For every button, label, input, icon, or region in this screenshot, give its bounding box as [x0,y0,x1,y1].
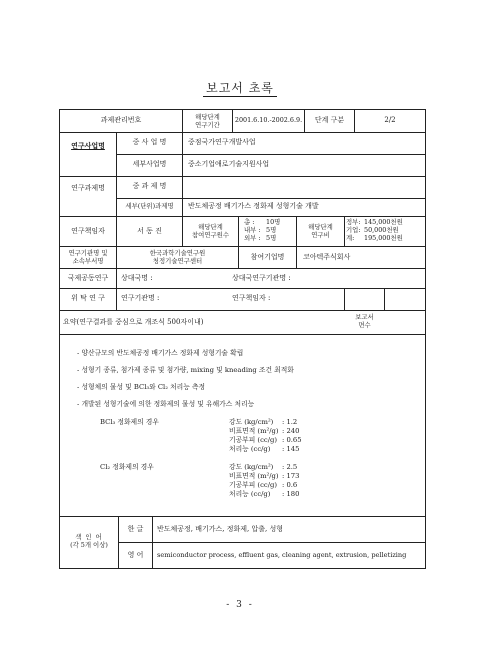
cl2-property-value: : 0.6 [282,481,298,489]
table-border-bottom [59,568,426,569]
bcl3-property-value: : 1.2 [282,418,298,426]
bcl3-property-value: : 145 [282,445,300,453]
period-value: 2001.6.10.-2002.6.9. [234,116,303,124]
bcl3-agent-title: BCl₃ 정화제의 경우 [100,418,159,426]
institution-label: 연구기관명 및 소속부서명 [68,249,108,265]
col-divider [116,268,117,310]
participant-company-value: 코아텍주식회사 [303,253,351,261]
participant-company-label: 참여기업명 [250,253,285,261]
bcl3-property-name: 비표면적 (m²/g) [229,427,279,435]
institution-value: 한국과학기술연구원 청정기술연구센터 [149,249,206,265]
bcl3-property-name: 기공부피 (cc/g) [229,436,277,444]
bcl3-property-value: : 240 [282,427,300,435]
researchers-counts: 총 : 10명 내부 : 5명 외부 : 5명 [244,218,281,242]
col-divider [182,132,183,216]
row-divider [59,216,426,217]
table-border-top [59,109,426,110]
row-divider [59,516,426,517]
task-name-label: 연구과제명 [71,184,105,192]
keywords-label: 색 인 어 (각 5개 이상) [70,533,108,549]
col-divider [152,516,153,568]
row-divider [59,246,426,247]
cl2-property-value: : 173 [282,472,300,480]
stage-value: 2/2 [384,116,396,124]
stage-label: 단계 구분 [314,116,345,124]
cl2-property-name: 기공부피 (cc/g) [229,481,277,489]
row-divider [59,310,426,311]
table-border-left [59,109,60,569]
row-divider [59,132,426,133]
col-divider [238,216,239,246]
cl2-property-value: : 180 [282,490,300,498]
summary-bullet-3: - 성형체의 물성 및 BCl₃와 Cl₂ 처리능 측정 [77,383,206,391]
row-divider [59,288,426,289]
row-divider [59,268,426,269]
sub-program-value: 중소기업애로기술지원사업 [188,160,270,168]
english-keywords-label: 영 어 [127,551,144,559]
consignment-institution-label: 연구기관명 : [121,294,160,302]
cl2-property-value: : 2.5 [282,463,298,471]
page-number: - 3 - [226,600,254,610]
leader-name: 서 동 진 [137,227,162,235]
summary-bullet-1: - 양산규모의 반도체공정 배기가스 정화제 성형기술 확립 [77,349,244,357]
korean-keywords-label: 한 글 [127,525,144,533]
col-divider [118,516,119,568]
consignment-leader-label: 연구책임자 : [232,294,271,302]
period-label: 해당단계 연구기간 [195,113,220,129]
english-keywords-value: semiconductor process, effluent gas, cleaning agent, extrusion, pelletizing [157,551,407,559]
partner-institution-label: 상대국연구기관명 : [232,274,291,282]
row-divider [118,542,426,543]
report-pages-label: 보고서 면수 [355,313,374,329]
table-border-right [425,109,426,569]
consignment-label: 위 탁 연 구 [71,294,105,302]
summary-header: 요약(연구결과를 중심으로 개조식 500자이내) [63,318,204,326]
bcl3-property-value: : 0.65 [282,436,302,444]
row-divider [116,198,426,199]
korean-keywords-value: 반도체공정, 배기가스, 정화제, 압출, 성형 [157,525,283,533]
detail-task-value: 반도체공정 배기가스 정화제 성형기술 개발 [188,202,319,210]
bcl3-property-name: 강도 (kg/cm²) [229,418,274,426]
partner-country-label: 상대국명 : [121,274,153,282]
row-divider [59,334,426,335]
international-label: 국제공동연구 [67,274,109,282]
bcl3-property-name: 처리능 (cc/g) [229,445,271,453]
cost-label: 해당단계 연구비 [308,223,333,239]
large-task-label: 중 과 제 명 [132,182,167,190]
leader-label: 연구책임자 [71,227,105,235]
researchers-label: 해당단계 참여연구원수 [191,223,230,239]
cl2-property-name: 강도 (kg/cm²) [229,463,274,471]
document-title: 보고서 초록 [0,79,480,96]
sub-program-label: 세부사업명 [132,160,167,168]
main-program-label: 중 사 업 명 [132,138,167,146]
summary-bullet-4: - 개발된 성형기술에 의한 정화제의 물성 및 유해가스 처리능 [77,400,255,408]
col-divider [296,246,297,268]
detail-task-label: 세부(단위)과제명 [125,202,174,210]
cost-values: 정부: 145,000천원 기업: 50,000천원 계: 195,000천원 [346,218,403,242]
col-divider [384,288,385,310]
program-label: 연구사업명 [71,141,105,150]
summary-bullet-2: - 성형기 종류, 첨가제 종류 및 첨가량, mixing 및 kneading 조건 최적화 [77,366,294,374]
cl2-property-name: 처리능 (cc/g) [229,490,271,498]
main-program-value: 중점국가연구개발사업 [188,138,256,146]
row-divider [116,154,426,155]
cl2-agent-title: Cl₂ 정화제의 경우 [100,463,154,471]
row-divider [59,176,426,177]
col-divider [344,216,345,246]
cl2-property-name: 비표면적 (m²/g) [229,472,279,480]
task-number-label: 과제관리번호 [100,116,142,124]
